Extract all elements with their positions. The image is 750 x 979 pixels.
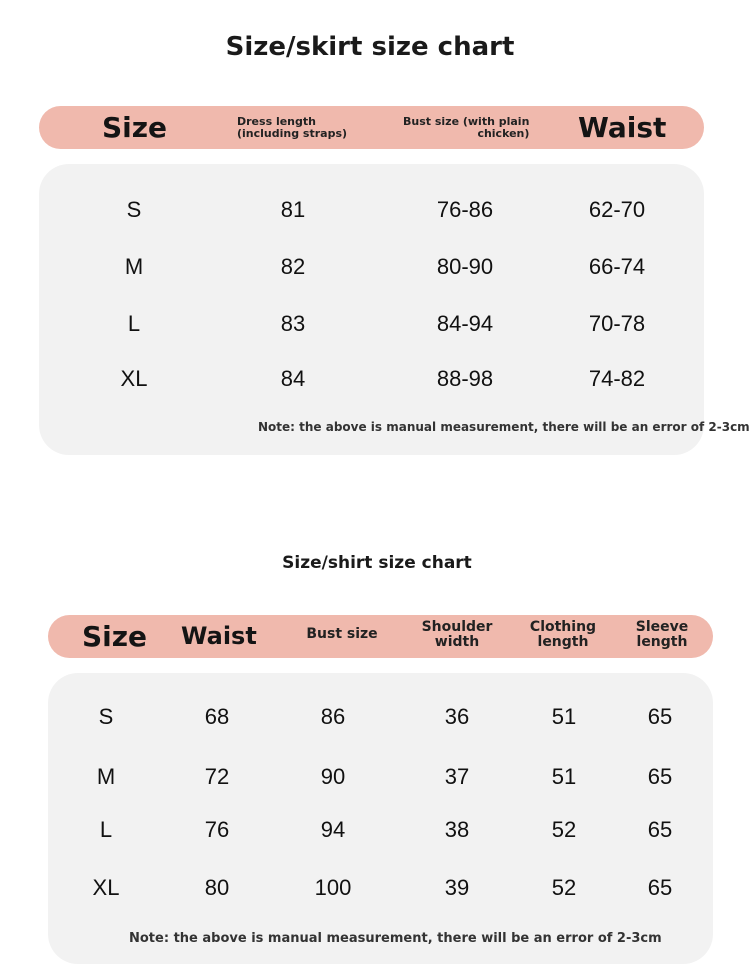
- shirt-cell-shoulder: 37: [444, 764, 470, 789]
- shirt-header-size: Size: [82, 620, 148, 653]
- skirt-cell-bust: 80-90: [436, 254, 494, 279]
- shirt-cell-shoulder: 36: [444, 704, 470, 729]
- shirt-cell-shoulder: 39: [444, 875, 470, 900]
- skirt-cell-dress_length: 84: [280, 366, 306, 391]
- shirt-cell-size: L: [99, 817, 113, 842]
- shirt-header-sleeve-line1: Sleeve: [635, 619, 689, 635]
- skirt-header-dress-length-line2: (including straps): [237, 127, 348, 140]
- skirt-header-waist: Waist: [578, 111, 667, 144]
- shirt-cell-size: XL: [92, 875, 120, 900]
- shirt-cell-clothing: 52: [551, 817, 577, 842]
- skirt-cell-waist: 66-74: [588, 254, 646, 279]
- shirt-cell-clothing: 51: [551, 764, 577, 789]
- shirt-header-clothing-line1: Clothing: [529, 619, 597, 635]
- skirt-cell-size: S: [126, 197, 142, 222]
- skirt-cell-size: L: [127, 311, 141, 336]
- skirt-cell-waist: 62-70: [588, 197, 646, 222]
- skirt-cell-waist: 70-78: [588, 311, 646, 336]
- skirt-header-dress-length: [237, 116, 347, 140]
- shirt-cell-waist: 80: [204, 875, 230, 900]
- skirt-cell-size: M: [124, 254, 144, 279]
- shirt-header-shoulder-line2: width: [434, 634, 480, 650]
- shirt-header-clothing: [523, 620, 603, 650]
- shirt-cell-size: S: [98, 704, 114, 729]
- shirt-table-body: [48, 673, 713, 964]
- skirt-cell-waist: 74-82: [588, 366, 646, 391]
- shirt-header-bust: Bust size: [306, 626, 378, 642]
- shirt-cell-sleeve: 65: [647, 817, 673, 842]
- skirt-cell-bust: 88-98: [436, 366, 494, 391]
- shirt-chart-title: Size/shirt size chart: [282, 553, 472, 573]
- skirt-header-size: Size: [102, 111, 168, 144]
- skirt-cell-bust: 84-94: [436, 311, 494, 336]
- shirt-cell-shoulder: 38: [444, 817, 470, 842]
- shirt-header-waist: Waist: [181, 622, 257, 650]
- shirt-cell-waist: 76: [204, 817, 230, 842]
- shirt-cell-bust: 90: [320, 764, 346, 789]
- shirt-note: Note: the above is manual measurement, there will be an error of 2-3cm: [129, 931, 662, 946]
- shirt-cell-clothing: 52: [551, 875, 577, 900]
- shirt-cell-waist: 68: [204, 704, 230, 729]
- skirt-note: Note: the above is manual measurement, there will be an error of 2-3cm: [258, 420, 750, 434]
- skirt-cell-dress_length: 82: [280, 254, 306, 279]
- shirt-cell-bust: 86: [320, 704, 346, 729]
- skirt-cell-bust: 76-86: [436, 197, 494, 222]
- shirt-cell-size: M: [96, 764, 116, 789]
- shirt-cell-sleeve: 65: [647, 704, 673, 729]
- skirt-cell-dress_length: 83: [280, 311, 306, 336]
- shirt-header-sleeve-line2: length: [636, 634, 688, 650]
- shirt-cell-sleeve: 65: [647, 764, 673, 789]
- shirt-header-shoulder-line1: Shoulder: [421, 619, 493, 635]
- skirt-cell-size: XL: [120, 366, 148, 391]
- skirt-header-bust: [403, 116, 529, 140]
- shirt-header-sleeve: [624, 620, 700, 650]
- shirt-cell-waist: 72: [204, 764, 230, 789]
- skirt-header-bust-line1: Bust size (with plain: [403, 115, 530, 128]
- shirt-cell-clothing: 51: [551, 704, 577, 729]
- skirt-cell-dress_length: 81: [280, 197, 306, 222]
- shirt-cell-bust: 100: [314, 875, 352, 900]
- shirt-header-clothing-line2: length: [537, 634, 589, 650]
- skirt-chart-title: Size/skirt size chart: [225, 32, 515, 62]
- skirt-header-bust-line2: chicken): [477, 127, 530, 140]
- shirt-cell-sleeve: 65: [647, 875, 673, 900]
- skirt-header-dress-length-line1: Dress length: [237, 115, 316, 128]
- shirt-header-shoulder: [417, 620, 497, 650]
- shirt-cell-bust: 94: [320, 817, 346, 842]
